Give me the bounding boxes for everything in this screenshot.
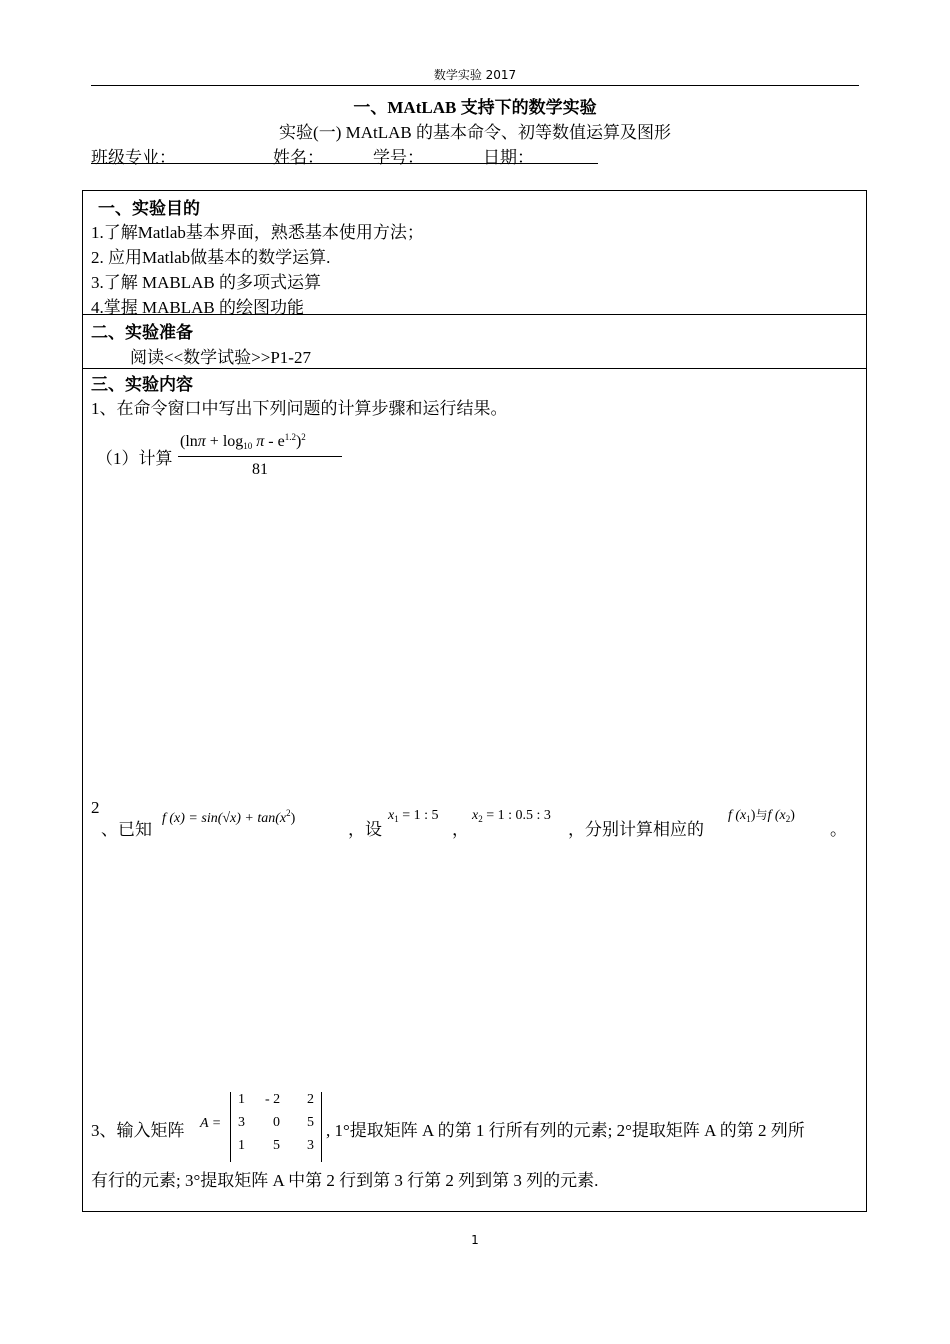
q3-prefix: 3、输入矩阵 [91,1121,185,1140]
q1-fraction-bar [178,456,342,457]
objective-item-1: 1.了解Matlab基本界面，熟悉基本使用方法； [91,223,424,242]
q3-matrix: 1 - 2 2 3 0 5 1 5 3 [230,1092,322,1162]
date-label: 日期： [483,148,534,167]
page-number: 1 [471,1233,479,1247]
student-info-line [91,143,598,167]
section2-heading: 二、实验准备 [91,323,193,342]
q3-matrix-name: A = [200,1116,222,1131]
name-label: 姓名： [273,148,324,167]
section-divider-2 [82,368,867,369]
q2-x2-def: $x_2 = 1$ : 0.5 : 3 [472,808,551,824]
q2-comma: ， [452,820,469,839]
header-divider [91,85,859,86]
q1-label: （1）计算 [96,449,173,468]
q2-calc-word: ，分别计算相应的 [568,820,704,839]
q1-numerator: $(\ln\pi + \log_{10} \pi - e^{1.2})^2$ [180,432,306,451]
section3-heading: 三、实验内容 [91,375,193,394]
class-label: 班级专业： [91,148,176,167]
q2-x1-def: $x_1 = 1$ : 5 [388,808,439,824]
section1-heading: 一、实验目的 [98,199,200,218]
page-header: 数学实验 2017 [433,68,517,82]
q2-fx-pair: f $(x_1)$与f $(x_2)$ [728,808,795,824]
q2-set-word: ，设 [348,820,382,839]
objective-item-2: 2. 应用Matlab做基本的数学运算. [91,248,331,267]
q1-denominator: 81 [252,461,268,478]
document-subtitle: 实验(一) MAtLAB 的基本命令、初等数值运算及图形 [279,123,671,142]
q2-prefix: 、已知 [101,820,152,839]
id-label: 学号： [373,148,424,167]
q3-line2: 有行的元素; 3°提取矩阵 A 中第 2 行到第 3 行第 2 列到第 3 列的元素. [91,1171,599,1190]
document-title: 一、MAtLAB 支持下的数学实验 [353,98,597,117]
objective-item-3: 3.了解 MABLAB 的多项式运算 [91,273,321,292]
q2-function-def: f $(x) = \sin(√x) + \tan(x^2)$ [162,808,296,826]
section3-intro: 1、在命令窗口中写出下列问题的计算步骤和运行结果。 [91,399,508,418]
objective-item-4: 4.掌握 MABLAB 的绘图功能 [91,298,304,317]
q2-end: 。 [830,820,847,839]
q2-number: 2 [91,798,100,817]
q3-line1: , 1°提取矩阵 A 的第 1 行所有列的元素; 2°提取矩阵 A 的第 2 列所 [326,1121,805,1140]
preparation-text: 阅读<<数学试验>>P1-27 [130,348,311,367]
